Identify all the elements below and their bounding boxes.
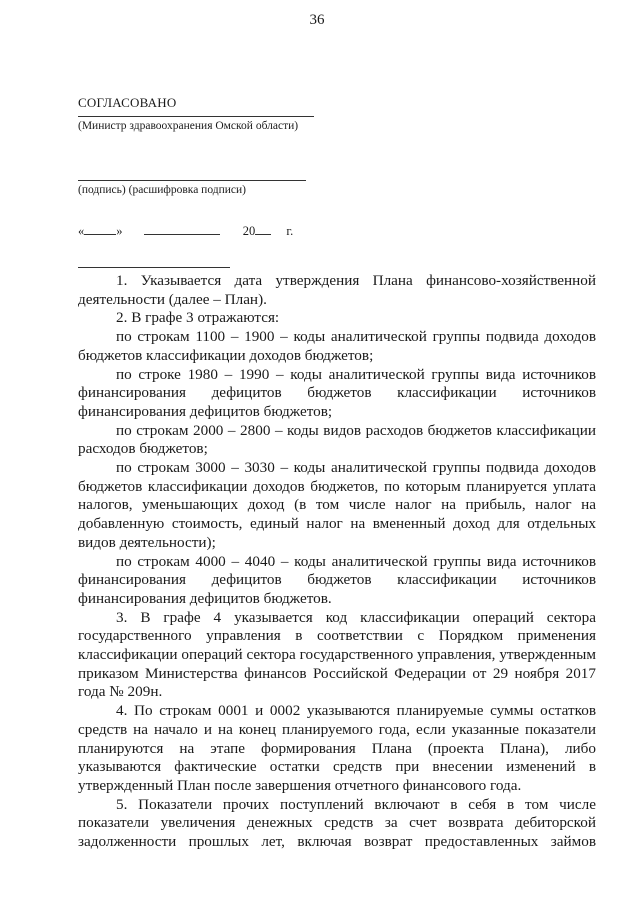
footnote-separator	[78, 267, 230, 268]
signature-caption: (подпись) (расшифровка подписи)	[78, 184, 247, 196]
page-number: 36	[309, 12, 325, 28]
date-open-quote: «	[78, 224, 85, 238]
date-close-quote: »	[116, 224, 123, 238]
ministry-caption: (Министр здравоохранения Омской области)	[78, 120, 299, 132]
paragraph-7: по строкам 4000 – 4040 – коды аналитической группы вида источников финансирования дефицитов бюджетов классификации источников финансирования дефицитов бюджетов.	[78, 552, 596, 607]
year-suffix: г.	[286, 224, 294, 238]
date-line	[78, 224, 293, 239]
month-blank	[144, 234, 220, 235]
paragraph-3: по строкам 1100 – 1900 – коды аналитической группы подвида доходов бюджетов классификации доходов бюджетов;	[78, 328, 596, 364]
paragraph-10: 5. Показатели прочих поступлений включают в себя в том числе показатели увеличения денежных средств за счет возврата дебиторской задолженности прошлых лет, включая возврат предоставленных займов	[78, 795, 596, 851]
paragraph-4: по строке 1980 – 1990 – коды аналитической группы вида источников финансирования дефицитов бюджетов классификации источников финансирования дефицитов бюджетов;	[78, 365, 596, 420]
paragraph-9: 4. По строкам 0001 и 0002 указываются планируемые суммы остатков средств на начало и на конец планируемого года, если указанные показатели планируются на этапе формирования Плана (проекта Плана), либо указываются фактические остатки средств при внесении изменений в утвержденный План после завершения отчетного финансового года.	[78, 702, 596, 794]
paragraph-6: по строкам 3000 – 3030 – коды аналитической группы подвида доходов бюджетов классификации доходов бюджетов, по которым планируется уплата налогов, уменьшающих доход (в том числе налог на прибыль, налог на добавленную стоимость, единый налог на вмененный доход для отдельных видов деятельности);	[78, 459, 596, 551]
approval-block	[78, 94, 328, 199]
ministry-signature-line	[78, 116, 314, 117]
year-prefix: 20	[242, 224, 256, 238]
footnotes-body	[78, 272, 596, 852]
day-blank	[84, 234, 116, 235]
paragraph-1: 1. Указывается дата утверждения Плана финансово-хозяйственной деятельности (далее – План).	[78, 272, 596, 308]
signature-line	[78, 180, 306, 181]
approval-heading: СОГЛАСОВАНО	[78, 95, 177, 110]
paragraph-5: по строкам 2000 – 2800 – коды видов расходов бюджетов классификации расходов бюджетов;	[78, 421, 596, 458]
year-blank	[255, 234, 271, 235]
paragraph-8: 3. В графе 4 указывается код классификации операций сектора государственного управления в соответствии с Порядком применения классификации операций сектора государственного управления, утвержденным приказом Министерства финансов Российской Федерации от 29 ноября 2017 года № 209н.	[78, 608, 596, 701]
paragraph-2: 2. В графе 3 отражаются:	[116, 309, 280, 327]
